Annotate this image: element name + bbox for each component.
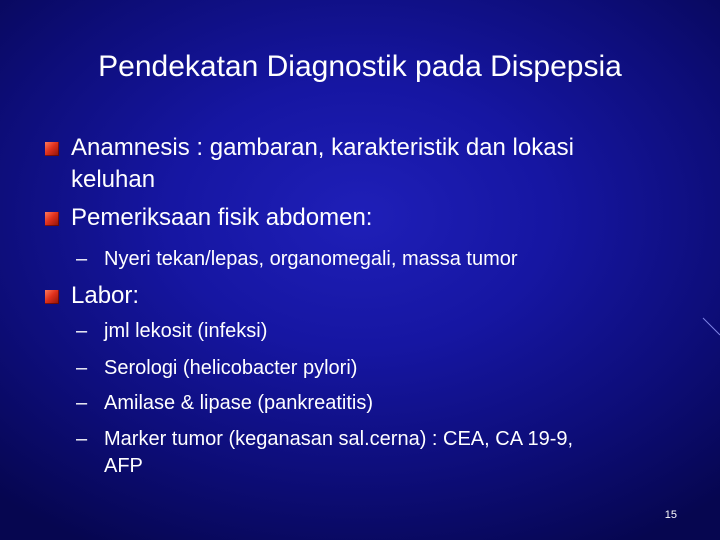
slide-title: Pendekatan Diagnostik pada Dispepsia (98, 50, 622, 83)
sub-bullet-dash: – (76, 428, 88, 450)
sub-bullet-3-3: Amilase & lipase (pankreatitis) (104, 392, 373, 414)
bullet-1-line-1: Anamnesis : gambaran, karakteristik dan lokasi (71, 134, 574, 161)
bullet-3-line-1: Labor: (71, 282, 140, 309)
sub-bullet-dash: – (76, 320, 88, 342)
bullet-square-icon (45, 212, 59, 226)
sub-bullet-2-1: Nyeri tekan/lepas, organomegali, massa tumor (104, 248, 518, 270)
sub-bullet-dash: – (76, 392, 88, 414)
sub-bullet-3-2: Serologi (helicobacter pylori) (104, 357, 358, 379)
sub-bullet-3-1: jml lekosit (infeksi) (104, 320, 268, 342)
sub-bullet-dash: – (76, 248, 88, 270)
bullet-square-icon (45, 290, 59, 304)
bullet-square-icon (45, 142, 59, 156)
bullet-2-line-1: Pemeriksaan fisik abdomen: (71, 204, 373, 231)
sub-bullet-3-4-line-2: AFP (104, 455, 143, 477)
sub-bullet-dash: – (76, 357, 88, 379)
bullet-1-line-2: keluhan (71, 166, 156, 193)
sub-bullet-3-4-line-1: Marker tumor (keganasan sal.cerna) : CEA, CA 19-9, (104, 428, 574, 450)
page-number: 15 (664, 509, 677, 521)
